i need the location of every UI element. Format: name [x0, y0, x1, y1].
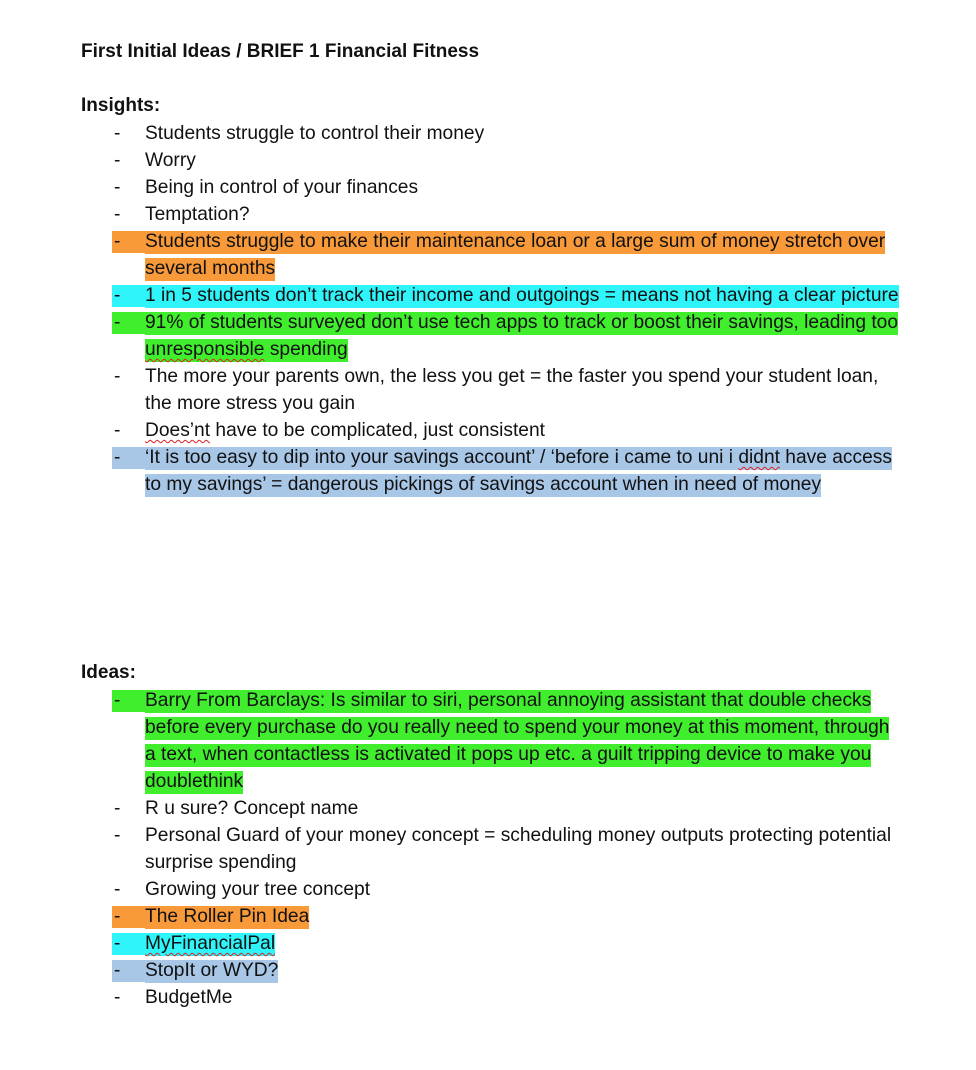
insight-item	[112, 363, 902, 417]
bullet-dash: -	[114, 366, 121, 387]
bullet-dash: -	[114, 987, 121, 1008]
bullet-dash: -	[112, 285, 145, 307]
idea-item-text: R u sure? Concept name	[145, 798, 359, 819]
idea-item-text: Growing your tree concept	[145, 879, 371, 900]
insights-list	[112, 120, 902, 498]
insight-item-text: 1 in 5 students don’t track their income and outgoings = means not having a clear picture	[145, 285, 899, 306]
idea-item	[112, 957, 902, 984]
ideas-list	[112, 687, 902, 1011]
ideas-heading: Ideas:	[81, 662, 136, 683]
document-title: First Initial Ideas / BRIEF 1 Financial Fitness	[81, 41, 480, 62]
idea-item	[112, 795, 902, 822]
insight-item-text: Temptation?	[145, 204, 250, 225]
idea-item	[112, 930, 902, 957]
insight-item	[112, 174, 902, 201]
insight-item-text: 91% of students surveyed don’t use tech apps to track or boost their savings, leading too unresponsible spending	[145, 312, 899, 360]
bullet-dash: -	[112, 312, 145, 334]
idea-item-text: BudgetMe	[145, 987, 233, 1008]
insight-item-text: The more your parents own, the less you get = the faster you spend your student loan, the more stress you gain	[145, 366, 879, 414]
bullet-dash: -	[112, 447, 145, 469]
idea-item	[112, 903, 902, 930]
insight-item-text: ‘It is too easy to dip into your savings account’ / ‘before i came to uni i didnt have access to my savings’ = dangerous pickings of savings account when in need of money	[145, 447, 892, 495]
bullet-dash: -	[114, 798, 121, 819]
insight-item-text: Students struggle to control their money	[145, 123, 485, 144]
insight-item	[112, 228, 902, 282]
spellcheck-underline: didnt	[738, 447, 780, 468]
insight-item	[112, 147, 902, 174]
idea-item	[112, 876, 902, 903]
insight-item	[112, 120, 902, 147]
idea-item-text	[145, 933, 275, 956]
bullet-dash: -	[112, 690, 145, 712]
spellcheck-underline: MyFinancialPal	[145, 933, 276, 954]
idea-item-text: Barry From Barclays: Is similar to siri, personal annoying assistant that double checks before every purchase do you really need to spend your money at this moment, through a text, when contactless is activated it pops up etc. a guilt tripping device to make you doublethink	[145, 690, 890, 792]
insight-item	[112, 444, 902, 498]
bullet-dash: -	[114, 150, 121, 171]
insight-item	[112, 201, 902, 228]
idea-item-text: The Roller Pin Idea	[145, 906, 310, 927]
bullet-dash: -	[114, 879, 121, 900]
bullet-dash: -	[112, 960, 145, 982]
insight-item	[112, 309, 902, 363]
insight-item-text: Does’nt have to be complicated, just consistent	[145, 420, 545, 441]
idea-item-text: StopIt or WYD?	[145, 960, 279, 981]
insight-item	[112, 282, 902, 309]
insight-item	[112, 417, 902, 444]
bullet-dash: -	[114, 420, 121, 441]
bullet-dash: -	[112, 933, 145, 955]
spellcheck-underline: unresponsible	[145, 339, 265, 360]
idea-item-text: Personal Guard of your money concept = scheduling money outputs protecting potential surprise spending	[145, 825, 892, 873]
bullet-dash: -	[114, 825, 121, 846]
bullet-dash: -	[114, 123, 121, 144]
insights-heading: Insights:	[81, 95, 161, 116]
idea-item	[112, 984, 902, 1011]
idea-item	[112, 822, 902, 876]
insight-item-text: Worry	[145, 150, 196, 171]
insight-item-text: Students struggle to make their maintenance loan or a large sum of money stretch over several months	[145, 231, 886, 279]
idea-item	[112, 687, 902, 795]
spellcheck-underline: Does’nt	[145, 420, 211, 441]
bullet-dash: -	[112, 231, 145, 253]
bullet-dash: -	[112, 906, 145, 928]
insight-item-text: Being in control of your finances	[145, 177, 419, 198]
bullet-dash: -	[114, 177, 121, 198]
bullet-dash: -	[114, 204, 121, 225]
